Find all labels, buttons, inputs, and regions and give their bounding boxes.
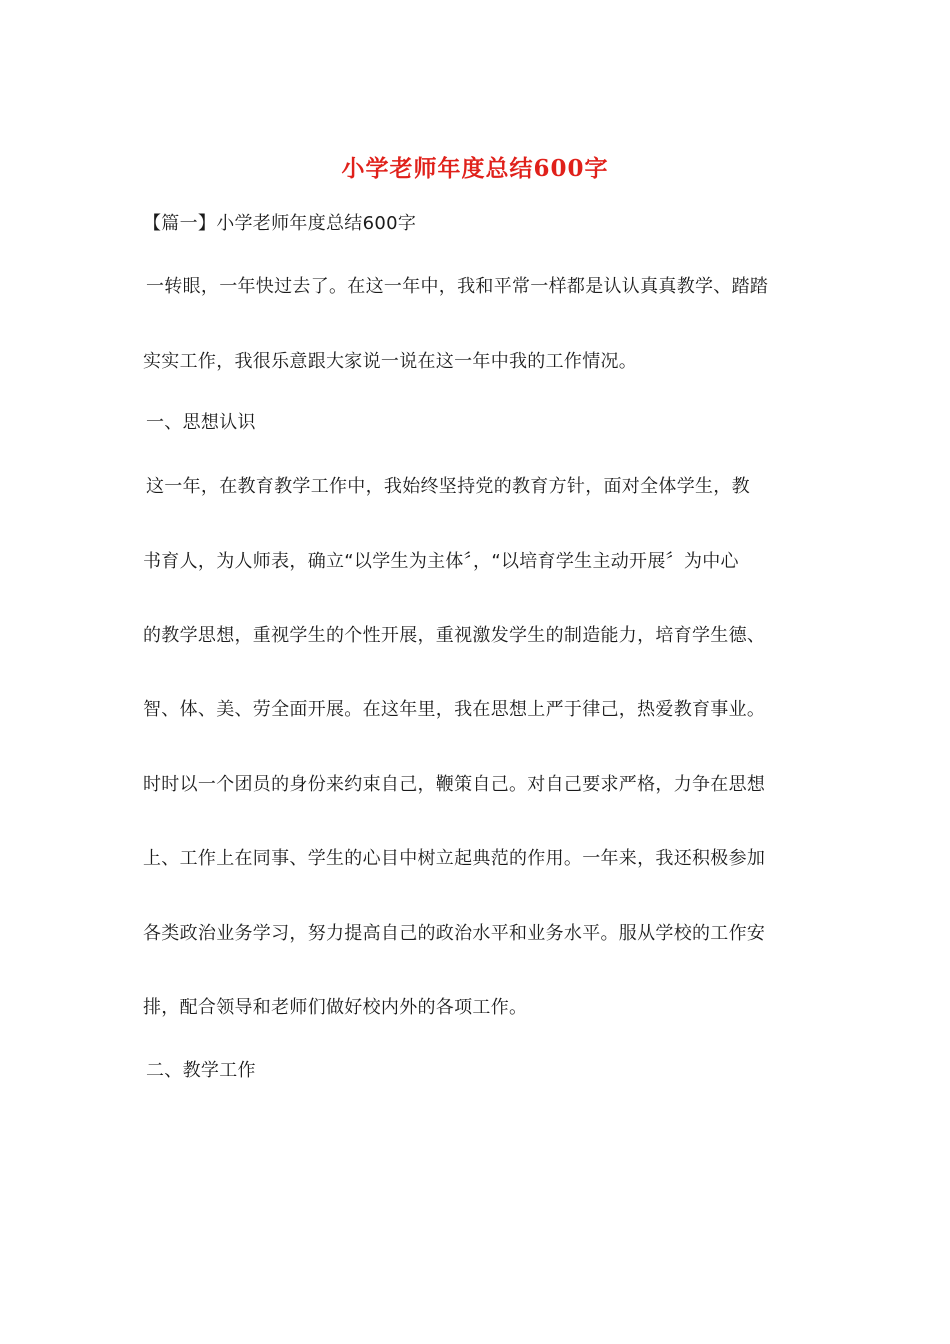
paragraph-line: 排，配合领导和老师们做好校内外的各项工作。 [143, 997, 528, 1018]
paragraph-line: 这一年，在教育教学工作中，我始终坚持党的教育方针，面对全体学生，教 [146, 476, 750, 497]
paragraph-line: 智、体、美、劳全面开展。在这年里，我在思想上严于律己，热爱教育事业。 [143, 699, 766, 720]
section-heading-part-one: 【篇一】小学老师年度总结600字 [143, 213, 417, 234]
section-heading-teaching: 二、教学工作 [146, 1060, 256, 1081]
section-heading-thought: 一、思想认识 [146, 412, 256, 433]
paragraph-line: 书育人，为人师表，确立“以学生为主体〞，“以培育学生主动开展〞为中心 [143, 551, 739, 572]
document-title: 小学老师年度总结600字 [341, 155, 609, 182]
paragraph-line: 的教学思想，重视学生的个性开展，重视激发学生的制造能力，培育学生德、 [143, 625, 766, 646]
paragraph-line: 上、工作上在同事、学生的心目中树立起典范的作用。一年来，我还积极参加 [143, 848, 766, 869]
paragraph-line: 一转眼，一年快过去了。在这一年中，我和平常一样都是认认真真教学、踏踏 [146, 276, 769, 297]
paragraph-line: 时时以一个团员的身份来约束自己，鞭策自己。对自己要求严格，力争在思想 [143, 774, 766, 795]
paragraph-line: 各类政治业务学习，努力提高自己的政治水平和业务水平。服从学校的工作安 [143, 923, 766, 944]
paragraph-line: 实实工作，我很乐意跟大家说一说在这一年中我的工作情况。 [143, 351, 638, 372]
